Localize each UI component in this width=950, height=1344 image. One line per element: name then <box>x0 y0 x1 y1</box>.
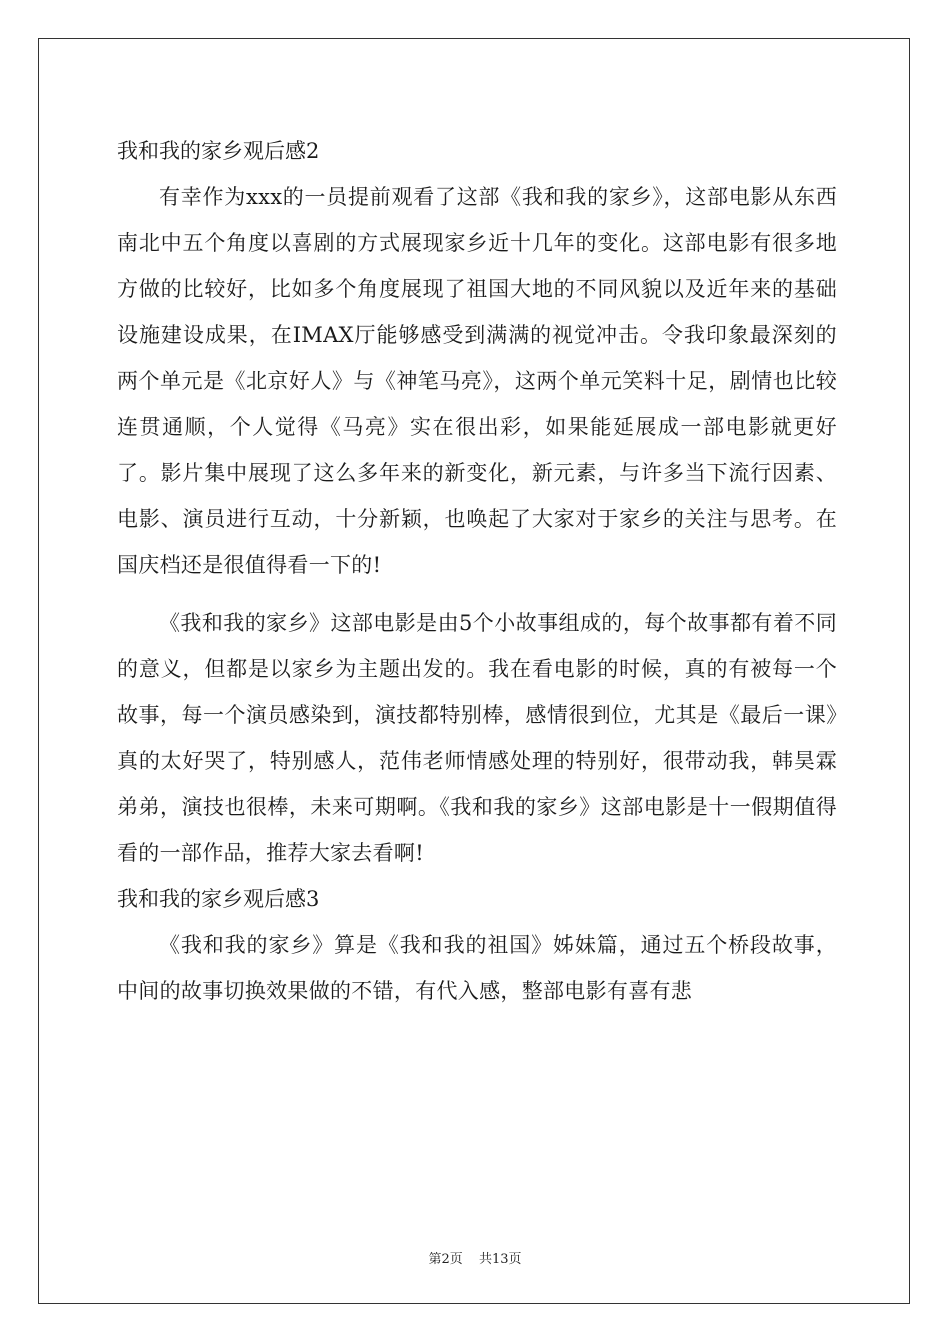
page-total: 共13页 <box>478 1252 522 1267</box>
document-body <box>117 128 837 1014</box>
paragraph: 《我和我的家乡》这部电影是由5个小故事组成的，每个故事都有着不同的意义，但都是以家乡为主题出发的。我在看电影的时候，真的有被每一个故事，每一个演员感染到，演技都特别棒，感情很到位，尤其是《最后一课》真的太好哭了，特别感人，范伟老师情感处理的特别好，很带动我，韩昊霖弟弟，演技也很棒，未来可期啊。《我和我的家乡》这部电影是十一假期值得看的一部作品，推荐大家去看啊! <box>117 611 837 865</box>
page-footer <box>0 1248 950 1267</box>
section-title: 我和我的家乡观后感3 <box>117 887 320 911</box>
paragraph: 有幸作为xxx的一员提前观看了这部《我和我的家乡》，这部电影从东西南北中五个角度以喜剧的方式展现家乡近十几年的变化。这部电影有很多地方做的比较好，比如多个角度展现了祖国大地的不同风貌以及近年来的基础设施建设成果，在IMAX厅能够感受到满满的视觉冲击。令我印象最深刻的两个单元是《北京好人》与《神笔马亮》，这两个单元笑料十足，剧情也比较连贯通顺，个人觉得《马亮》实在很出彩，如果能延展成一部电影就更好了。影片集中展现了这么多年来的新变化，新元素，与许多当下流行因素、电影、演员进行互动，十分新颖，也唤起了大家对于家乡的关注与思考。在国庆档还是很值得看一下的! <box>117 185 837 577</box>
section-title: 我和我的家乡观后感2 <box>117 139 320 163</box>
page-number: 第2页 <box>428 1252 463 1267</box>
paragraph: 《我和我的家乡》算是《我和我的祖国》姊妹篇，通过五个桥段故事，中间的故事切换效果做的不错，有代入感，整部电影有喜有悲 <box>117 933 837 1003</box>
